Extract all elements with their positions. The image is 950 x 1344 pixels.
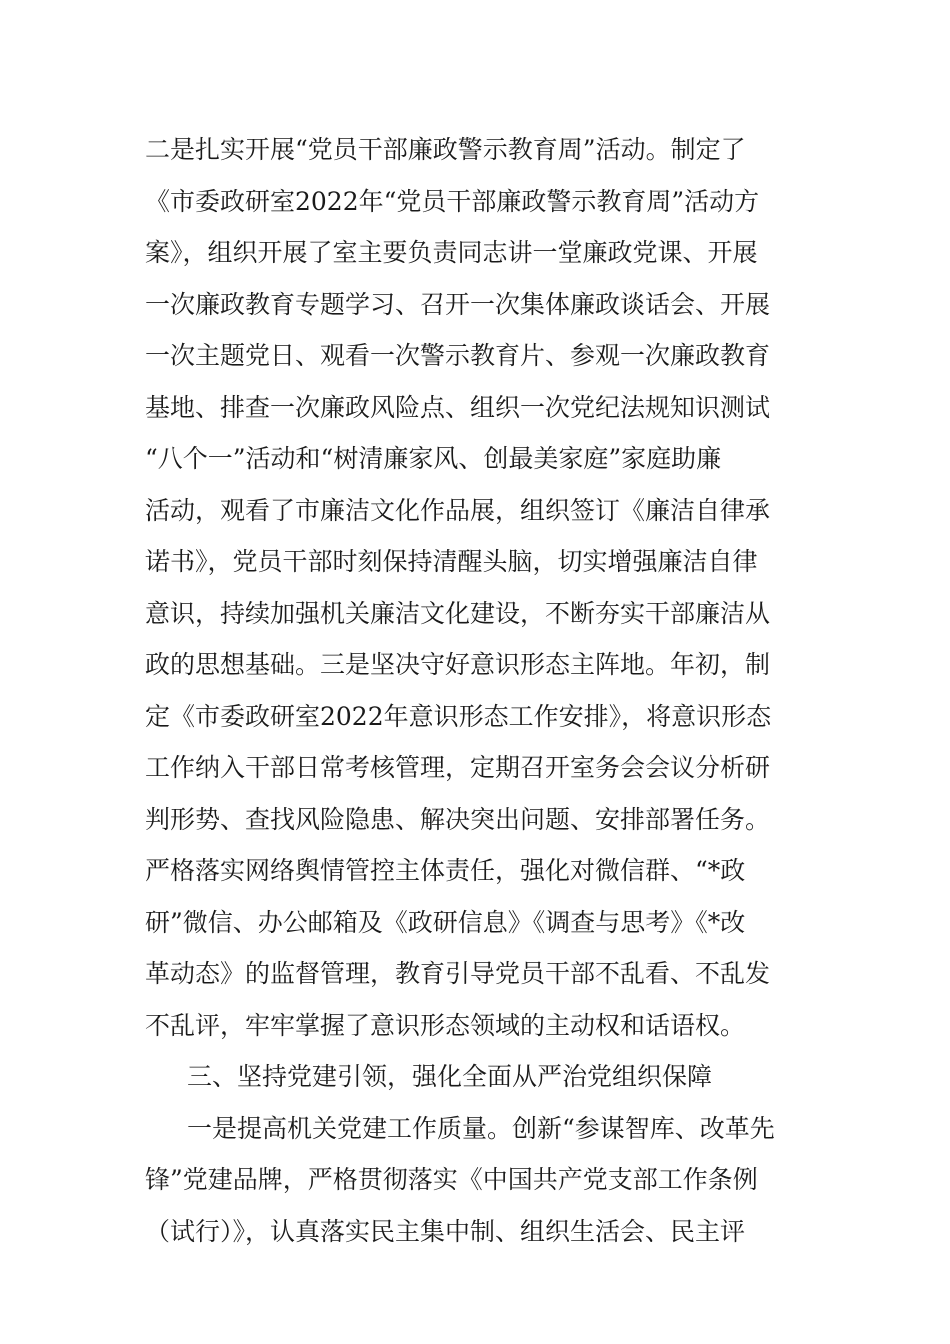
text-line: 《市委政研室2022年“党员干部廉政警示教育周”活动方: [145, 186, 760, 216]
text-line: 一次廉政教育专题学习、召开一次集体廉政谈话会、开展: [145, 289, 771, 319]
text-line: “八个一”活动和“树清廉家风、创最美家庭”家庭助廉: [145, 444, 722, 473]
text-line: 活动，观看了市廉洁文化作品展，组织签订《廉洁自律承: [145, 495, 771, 525]
text-line: 意识，持续加强机关廉洁文化建设，不断夯实干部廉洁从: [145, 598, 771, 628]
text-line: 诺书》，党员干部时刻保持清醒头脑，切实增强廉洁自律: [145, 547, 758, 576]
document-body-text: [145, 124, 810, 1257]
text-line: 革动态》的监督管理，教育引导党员干部不乱看、不乱发: [145, 959, 771, 988]
text-line: 不乱评，牢牢掌握了意识形态领域的主动权和话语权。: [145, 1010, 746, 1040]
text-line: 案》，组织开展了室主要负责同志讲一堂廉政党课、开展: [145, 238, 758, 267]
text-line: 判形势、查找风险隐患、解决突出问题、安排部署任务。: [145, 804, 771, 834]
text-line: 政的思想基础。三是坚决守好意识形态主阵地。年初，制: [145, 650, 771, 679]
text-line: 锋”党建品牌，严格贯彻落实《中国共产党支部工作条例: [145, 1165, 758, 1194]
paragraph-start-line: 一是提高机关党建工作质量。创新“参谋智库、改革先: [187, 1113, 775, 1143]
text-line: 研”微信、办公邮箱及《政研信息》《调查与思考》《*改: [145, 907, 746, 937]
text-line: （试行）》，认真落实民主集中制、组织生活会、民主评: [145, 1216, 746, 1246]
text-line: 二是扎实开展“党员干部廉政警示教育周”活动。制定了: [145, 135, 746, 164]
text-line: 基地、排查一次廉政风险点、组织一次党纪法规知识测试: [145, 392, 771, 422]
section-heading: 三、坚持党建引领，强化全面从严治党组织保障: [187, 1062, 713, 1091]
text-line: 一次主题党日、观看一次警示教育片、参观一次廉政教育: [145, 341, 771, 370]
text-line: 工作纳入干部日常考核管理，定期召开室务会会议分析研: [145, 753, 771, 782]
text-line: 定《市委政研室2022年意识形态工作安排》，将意识形态: [145, 701, 772, 731]
text-line: 严格落实网络舆情管控主体责任，强化对微信群、“*政: [145, 856, 746, 885]
